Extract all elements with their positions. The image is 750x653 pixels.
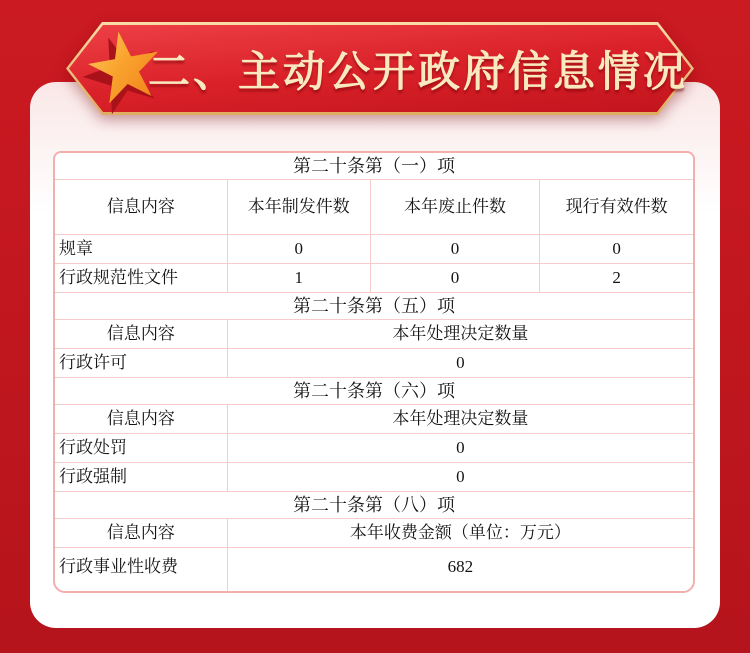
cell-value: 0 xyxy=(540,235,693,264)
cell-value: 2 xyxy=(540,264,693,293)
page-title: 二、主动公开政府信息情况 xyxy=(147,47,688,95)
content-card xyxy=(30,82,720,628)
cell-value: 1 xyxy=(227,264,370,293)
row-label: 行政强制 xyxy=(55,463,227,492)
table-row xyxy=(55,180,693,235)
column-header: 现行有效件数 xyxy=(540,180,693,235)
column-header: 信息内容 xyxy=(55,405,227,434)
cell-value: 0 xyxy=(227,434,693,463)
row-label: 行政规范性文件 xyxy=(55,264,227,293)
table-row xyxy=(55,405,693,434)
column-header: 本年处理决定数量 xyxy=(227,320,693,349)
column-header: 本年制发件数 xyxy=(227,180,370,235)
table-row xyxy=(55,153,693,180)
section-title: 第二十条第（一）项 xyxy=(55,153,693,180)
cell-value: 0 xyxy=(227,235,370,264)
table-row xyxy=(55,434,693,463)
row-label: 规章 xyxy=(55,235,227,264)
column-header: 本年处理决定数量 xyxy=(227,405,693,434)
cell-value: 682 xyxy=(227,548,693,592)
section-title: 第二十条第（八）项 xyxy=(55,492,693,519)
table-row xyxy=(55,378,693,405)
cell-value: 0 xyxy=(370,235,540,264)
row-label: 行政许可 xyxy=(55,349,227,378)
column-header: 本年废止件数 xyxy=(370,180,540,235)
cell-value: 0 xyxy=(370,264,540,293)
disclosure-table-frame xyxy=(53,151,695,593)
table-row xyxy=(55,492,693,519)
table-row xyxy=(55,264,693,293)
column-header: 信息内容 xyxy=(55,320,227,349)
row-label: 行政事业性收费 xyxy=(55,548,227,592)
row-label: 行政处罚 xyxy=(55,434,227,463)
table-row xyxy=(55,293,693,320)
column-header: 信息内容 xyxy=(55,519,227,548)
table-row xyxy=(55,320,693,349)
table-row xyxy=(55,548,693,592)
column-header: 本年收费金额（单位：万元） xyxy=(227,519,693,548)
table-row xyxy=(55,519,693,548)
section-banner xyxy=(66,22,694,115)
table-row xyxy=(55,349,693,378)
section-title: 第二十条第（五）项 xyxy=(55,293,693,320)
disclosure-table xyxy=(55,153,693,591)
section-title: 第二十条第（六）项 xyxy=(55,378,693,405)
table-row xyxy=(55,235,693,264)
table-row xyxy=(55,463,693,492)
column-header: 信息内容 xyxy=(55,180,227,235)
cell-value: 0 xyxy=(227,463,693,492)
cell-value: 0 xyxy=(227,349,693,378)
